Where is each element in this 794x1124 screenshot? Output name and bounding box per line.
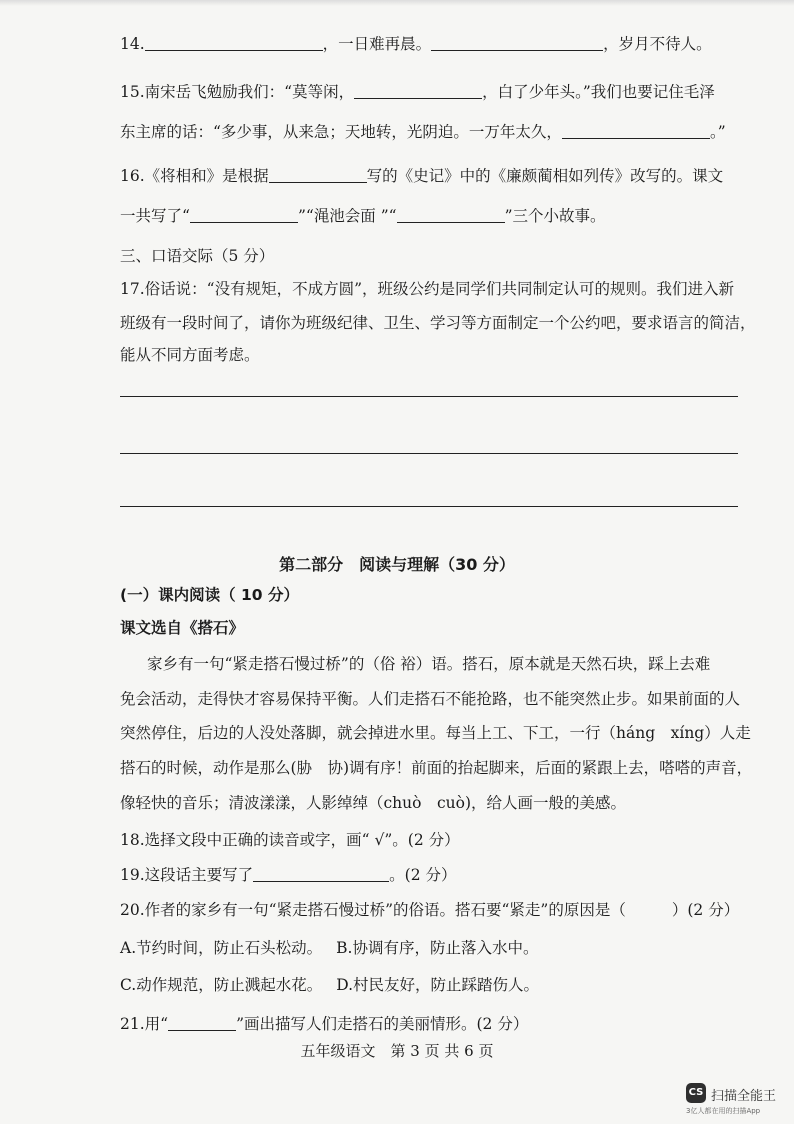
q15-text-1: 15.南宋岳飞勉励我们：“莫等闲，	[120, 83, 355, 101]
question-17-line-1: 17.俗话说：“没有规矩，不成方圆”，班级公约是同学们共同制定认可的规则。我们进入新	[120, 280, 735, 298]
q15-text-4: 。”	[709, 123, 726, 141]
q14-blank-2[interactable]	[431, 34, 603, 51]
q19-blank[interactable]	[253, 865, 389, 882]
q15-text-2: ，白了少年头。”我们也要记住毛泽	[482, 83, 715, 101]
q16-text-2: 写的《史记》中的《廉颇蔺相如列传》改写的。课文	[366, 167, 724, 185]
q16-blank-3[interactable]	[397, 206, 505, 223]
question-19	[120, 865, 742, 885]
q16-text-5: ”三个小故事。	[504, 207, 606, 225]
q21-text-1: 21.用“	[120, 1015, 169, 1033]
q17-answer-line-1[interactable]	[120, 396, 738, 397]
q16-blank-1[interactable]	[269, 166, 367, 183]
scanner-tagline: 3亿人都在用的扫描App	[686, 1107, 761, 1115]
q20-option-c[interactable]: C.动作规范，防止溅起水花。	[120, 976, 323, 994]
q21-text-2: ”画出描写人们走搭石的美丽情形。(2 分）	[236, 1015, 529, 1033]
passage-line-2: 免会活动，走得快才容易保持平衡。人们走搭石不能抢路，也不能突然止步。如果前面的人	[120, 690, 741, 708]
passage-line-1: 家乡有一句“紧走搭石慢过桥”的（俗 裕）语。搭石，原本就是天然石块，踩上去难	[147, 655, 711, 673]
question-14	[120, 34, 742, 54]
scan-edge-shadow	[0, 0, 794, 6]
q16-blank-2[interactable]	[190, 206, 298, 223]
camscanner-logo-icon: CS	[686, 1083, 706, 1103]
question-18: 18.选择文段中正确的读音或字，画“ √”。(2 分）	[120, 831, 460, 849]
question-15-line-1	[120, 82, 742, 102]
q14-text-2: ，岁月不待人。	[603, 35, 712, 53]
part-2-title: 第二部分 阅读与理解（30 分）	[279, 555, 515, 574]
reading-1-heading: (一）课内阅读（ 10 分）	[120, 586, 299, 604]
scanner-app-name: 扫描全能王	[711, 1089, 777, 1104]
q16-text-4: ”“渑池会面 ”“	[297, 207, 397, 225]
q20-option-d[interactable]: D.村民友好，防止踩踏伤人。	[336, 976, 540, 994]
question-16-line-2	[120, 206, 742, 226]
q20-stem-end: ）(2 分）	[671, 901, 740, 919]
question-15-line-2	[120, 122, 742, 142]
question-20	[120, 900, 742, 920]
page-footer: 五年级语文 第 3 页 共 6 页	[300, 1042, 494, 1060]
q16-text-1: 16.《将相和》是根据	[120, 167, 269, 185]
q20-options-row-2	[120, 975, 742, 995]
scanner-watermark	[686, 1083, 790, 1117]
question-17-line-2: 班级有一段时间了，请你为班级纪律、卫生、学习等方面制定一个公约吧，要求语言的简洁，	[120, 314, 756, 332]
passage-source: 课文选自《搭石》	[120, 619, 245, 637]
q15-blank-1[interactable]	[354, 82, 482, 99]
passage-line-5: 像轻快的音乐；清波漾漾，人影绰绰（chuò cuò)，给人画一般的美感。	[120, 794, 627, 812]
q19-text-2: 。(2 分）	[389, 866, 457, 884]
question-16-line-1	[120, 166, 742, 186]
q20-stem: 20.作者的家乡有一句“紧走搭石慢过桥”的俗语。搭石要“紧走”的原因是（	[120, 901, 626, 919]
section-3-heading: 三、口语交际（5 分）	[120, 247, 275, 265]
q20-option-b[interactable]: B.协调有序，防止落入水中。	[336, 939, 539, 957]
passage-line-4: 搭石的时候，动作是那么(胁 协)调有序！前面的抬起脚来，后面的紧跟上去，嗒嗒的声音，	[120, 759, 753, 777]
q14-number: 14.	[120, 35, 145, 53]
q15-text-3: 东主席的话：“多少事，从来急；天地转，光阴迫。一万年太久，	[120, 123, 562, 141]
question-21	[120, 1014, 742, 1034]
q14-blank-1[interactable]	[145, 34, 323, 51]
passage-line-3: 突然停住，后边的人没处落脚，就会掉进水里。每当上工、下工，一行（háng xíng）人走	[120, 724, 751, 742]
q21-underline-sample	[168, 1014, 236, 1031]
q15-blank-2[interactable]	[562, 122, 710, 139]
q17-answer-line-2[interactable]	[120, 453, 738, 454]
q17-answer-line-3[interactable]	[120, 506, 738, 507]
q19-text-1: 19.这段话主要写了	[120, 866, 254, 884]
q16-text-3: 一共写了“	[120, 207, 190, 225]
q14-text-1: ，一日难再晨。	[322, 35, 432, 53]
q20-option-a[interactable]: A.节约时间，防止石头松动。	[120, 939, 323, 957]
question-17-line-3: 能从不同方面考虑。	[120, 346, 260, 364]
q20-options-row-1	[120, 938, 742, 958]
